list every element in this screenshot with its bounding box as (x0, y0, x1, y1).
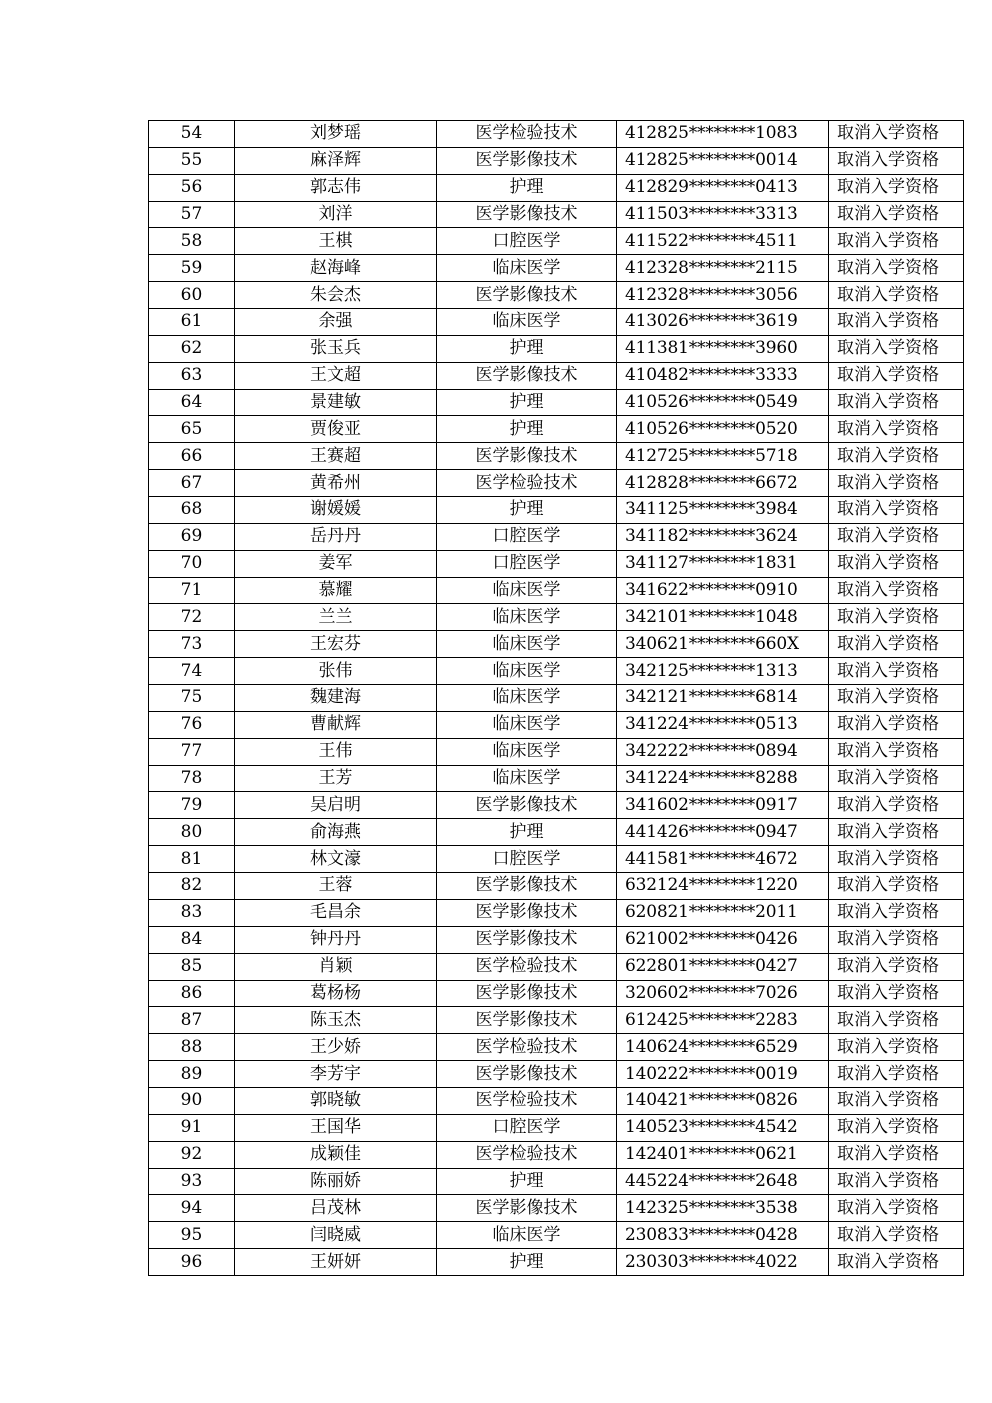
row-number-cell: 87 (149, 1007, 235, 1034)
status-cell: 取消入学资格 (829, 926, 964, 953)
row-number-cell: 60 (149, 282, 235, 309)
row-number-cell: 89 (149, 1061, 235, 1088)
status-cell: 取消入学资格 (829, 899, 964, 926)
id-number-cell: 445224********2648 (617, 1168, 829, 1195)
table-row (149, 846, 964, 873)
row-number-cell: 66 (149, 443, 235, 470)
student-name-cell: 闫晓威 (235, 1222, 437, 1249)
status-cell: 取消入学资格 (829, 1195, 964, 1222)
table-row (149, 362, 964, 389)
student-name-cell: 贾俊亚 (235, 416, 437, 443)
table-row (149, 309, 964, 336)
status-cell: 取消入学资格 (829, 550, 964, 577)
major-cell: 临床医学 (437, 658, 617, 685)
table-row (149, 147, 964, 174)
table-row (149, 711, 964, 738)
major-cell: 医学影像技术 (437, 362, 617, 389)
student-name-cell: 王芳 (235, 765, 437, 792)
table-row (149, 1007, 964, 1034)
table-row (149, 1168, 964, 1195)
row-number-cell: 77 (149, 738, 235, 765)
row-number-cell: 75 (149, 685, 235, 712)
student-name-cell: 麻泽辉 (235, 147, 437, 174)
major-cell: 医学影像技术 (437, 980, 617, 1007)
row-number-cell: 85 (149, 953, 235, 980)
major-cell: 护理 (437, 174, 617, 201)
status-cell: 取消入学资格 (829, 873, 964, 900)
table-row (149, 470, 964, 497)
status-cell: 取消入学资格 (829, 255, 964, 282)
status-cell: 取消入学资格 (829, 1061, 964, 1088)
student-name-cell: 朱会杰 (235, 282, 437, 309)
student-name-cell: 郭晓敏 (235, 1087, 437, 1114)
status-cell: 取消入学资格 (829, 765, 964, 792)
major-cell: 临床医学 (437, 738, 617, 765)
major-cell: 护理 (437, 416, 617, 443)
student-name-cell: 余强 (235, 309, 437, 336)
id-number-cell: 340621********660X (617, 631, 829, 658)
student-name-cell: 王棋 (235, 228, 437, 255)
major-cell: 口腔医学 (437, 1114, 617, 1141)
id-number-cell: 140421********0826 (617, 1087, 829, 1114)
student-name-cell: 陈玉杰 (235, 1007, 437, 1034)
id-number-cell: 441581********4672 (617, 846, 829, 873)
table-row (149, 819, 964, 846)
row-number-cell: 79 (149, 792, 235, 819)
status-cell: 取消入学资格 (829, 228, 964, 255)
major-cell: 医学检验技术 (437, 1087, 617, 1114)
table-row (149, 335, 964, 362)
table-row (149, 389, 964, 416)
table-row (149, 1249, 964, 1276)
major-cell: 临床医学 (437, 604, 617, 631)
id-number-cell: 342121********6814 (617, 685, 829, 712)
id-number-cell: 341224********0513 (617, 711, 829, 738)
row-number-cell: 95 (149, 1222, 235, 1249)
major-cell: 口腔医学 (437, 550, 617, 577)
student-name-cell: 黄希州 (235, 470, 437, 497)
student-name-cell: 肖颖 (235, 953, 437, 980)
row-number-cell: 63 (149, 362, 235, 389)
major-cell: 护理 (437, 335, 617, 362)
row-number-cell: 88 (149, 1034, 235, 1061)
status-cell: 取消入学资格 (829, 309, 964, 336)
row-number-cell: 82 (149, 873, 235, 900)
major-cell: 临床医学 (437, 631, 617, 658)
id-number-cell: 620821********2011 (617, 899, 829, 926)
id-number-cell: 342125********1313 (617, 658, 829, 685)
major-cell: 医学检验技术 (437, 121, 617, 148)
student-name-cell: 刘梦瑶 (235, 121, 437, 148)
student-name-cell: 林文濠 (235, 846, 437, 873)
status-cell: 取消入学资格 (829, 1141, 964, 1168)
status-cell: 取消入学资格 (829, 953, 964, 980)
status-cell: 取消入学资格 (829, 443, 964, 470)
row-number-cell: 67 (149, 470, 235, 497)
table-row (149, 1087, 964, 1114)
major-cell: 临床医学 (437, 309, 617, 336)
major-cell: 临床医学 (437, 711, 617, 738)
table-row (149, 577, 964, 604)
row-number-cell: 58 (149, 228, 235, 255)
table-row (149, 1061, 964, 1088)
id-number-cell: 412825********0014 (617, 147, 829, 174)
student-name-cell: 魏建海 (235, 685, 437, 712)
status-cell: 取消入学资格 (829, 685, 964, 712)
table-row (149, 631, 964, 658)
student-name-cell: 王国华 (235, 1114, 437, 1141)
table-row (149, 738, 964, 765)
student-name-cell: 毛昌余 (235, 899, 437, 926)
major-cell: 医学影像技术 (437, 201, 617, 228)
major-cell: 医学检验技术 (437, 1141, 617, 1168)
student-name-cell: 张伟 (235, 658, 437, 685)
major-cell: 医学影像技术 (437, 926, 617, 953)
row-number-cell: 71 (149, 577, 235, 604)
status-cell: 取消入学资格 (829, 577, 964, 604)
row-number-cell: 64 (149, 389, 235, 416)
major-cell: 医学影像技术 (437, 443, 617, 470)
table-row (149, 523, 964, 550)
id-number-cell: 441426********0947 (617, 819, 829, 846)
status-cell: 取消入学资格 (829, 416, 964, 443)
id-number-cell: 230833********0428 (617, 1222, 829, 1249)
id-number-cell: 411503********3313 (617, 201, 829, 228)
id-number-cell: 632124********1220 (617, 873, 829, 900)
student-name-cell: 郭志伟 (235, 174, 437, 201)
row-number-cell: 55 (149, 147, 235, 174)
row-number-cell: 83 (149, 899, 235, 926)
row-number-cell: 56 (149, 174, 235, 201)
major-cell: 医学检验技术 (437, 470, 617, 497)
id-number-cell: 341125********3984 (617, 497, 829, 524)
student-name-cell: 王伟 (235, 738, 437, 765)
row-number-cell: 54 (149, 121, 235, 148)
student-name-cell: 王妍妍 (235, 1249, 437, 1276)
student-name-cell: 谢媛媛 (235, 497, 437, 524)
table-row (149, 1195, 964, 1222)
id-number-cell: 411381********3960 (617, 335, 829, 362)
major-cell: 医学影像技术 (437, 282, 617, 309)
major-cell: 医学影像技术 (437, 1007, 617, 1034)
row-number-cell: 57 (149, 201, 235, 228)
student-name-cell: 王蓉 (235, 873, 437, 900)
table-row (149, 497, 964, 524)
status-cell: 取消入学资格 (829, 1007, 964, 1034)
id-number-cell: 410526********0549 (617, 389, 829, 416)
status-cell: 取消入学资格 (829, 174, 964, 201)
id-number-cell: 412328********2115 (617, 255, 829, 282)
major-cell: 医学影像技术 (437, 899, 617, 926)
student-name-cell: 姜军 (235, 550, 437, 577)
status-cell: 取消入学资格 (829, 523, 964, 550)
id-number-cell: 342101********1048 (617, 604, 829, 631)
row-number-cell: 61 (149, 309, 235, 336)
id-number-cell: 412828********6672 (617, 470, 829, 497)
status-cell: 取消入学资格 (829, 1034, 964, 1061)
row-number-cell: 90 (149, 1087, 235, 1114)
major-cell: 护理 (437, 819, 617, 846)
table-row (149, 228, 964, 255)
id-number-cell: 622801********0427 (617, 953, 829, 980)
status-cell: 取消入学资格 (829, 631, 964, 658)
row-number-cell: 92 (149, 1141, 235, 1168)
major-cell: 医学检验技术 (437, 1034, 617, 1061)
row-number-cell: 93 (149, 1168, 235, 1195)
student-name-cell: 葛杨杨 (235, 980, 437, 1007)
student-name-cell: 王文超 (235, 362, 437, 389)
status-cell: 取消入学资格 (829, 335, 964, 362)
major-cell: 医学检验技术 (437, 953, 617, 980)
row-number-cell: 78 (149, 765, 235, 792)
id-number-cell: 621002********0426 (617, 926, 829, 953)
status-cell: 取消入学资格 (829, 121, 964, 148)
table-body (149, 121, 964, 1276)
major-cell: 口腔医学 (437, 846, 617, 873)
id-number-cell: 140222********0019 (617, 1061, 829, 1088)
status-cell: 取消入学资格 (829, 738, 964, 765)
id-number-cell: 140624********6529 (617, 1034, 829, 1061)
id-number-cell: 142401********0621 (617, 1141, 829, 1168)
major-cell: 口腔医学 (437, 228, 617, 255)
id-number-cell: 411522********4511 (617, 228, 829, 255)
row-number-cell: 96 (149, 1249, 235, 1276)
student-name-cell: 吴启明 (235, 792, 437, 819)
table-row (149, 201, 964, 228)
row-number-cell: 74 (149, 658, 235, 685)
id-number-cell: 140523********4542 (617, 1114, 829, 1141)
status-cell: 取消入学资格 (829, 604, 964, 631)
student-name-cell: 王赛超 (235, 443, 437, 470)
id-number-cell: 320602********7026 (617, 980, 829, 1007)
table-row (149, 121, 964, 148)
id-number-cell: 413026********3619 (617, 309, 829, 336)
status-cell: 取消入学资格 (829, 282, 964, 309)
student-name-cell: 李芳宇 (235, 1061, 437, 1088)
student-name-cell: 慕耀 (235, 577, 437, 604)
table-row (149, 873, 964, 900)
table-row (149, 953, 964, 980)
student-name-cell: 曹献辉 (235, 711, 437, 738)
id-number-cell: 412829********0413 (617, 174, 829, 201)
status-cell: 取消入学资格 (829, 1249, 964, 1276)
status-cell: 取消入学资格 (829, 389, 964, 416)
row-number-cell: 68 (149, 497, 235, 524)
status-cell: 取消入学资格 (829, 711, 964, 738)
row-number-cell: 69 (149, 523, 235, 550)
student-name-cell: 张玉兵 (235, 335, 437, 362)
status-cell: 取消入学资格 (829, 846, 964, 873)
status-cell: 取消入学资格 (829, 1168, 964, 1195)
row-number-cell: 80 (149, 819, 235, 846)
major-cell: 临床医学 (437, 255, 617, 282)
student-status-table (148, 120, 964, 1276)
row-number-cell: 94 (149, 1195, 235, 1222)
table-row (149, 282, 964, 309)
table-row (149, 604, 964, 631)
id-number-cell: 412725********5718 (617, 443, 829, 470)
row-number-cell: 84 (149, 926, 235, 953)
table-row (149, 926, 964, 953)
major-cell: 口腔医学 (437, 523, 617, 550)
table-row (149, 765, 964, 792)
row-number-cell: 70 (149, 550, 235, 577)
status-cell: 取消入学资格 (829, 147, 964, 174)
status-cell: 取消入学资格 (829, 362, 964, 389)
table-row (149, 255, 964, 282)
table-row (149, 1114, 964, 1141)
id-number-cell: 341622********0910 (617, 577, 829, 604)
student-name-cell: 岳丹丹 (235, 523, 437, 550)
table-row (149, 1034, 964, 1061)
table-row (149, 443, 964, 470)
status-cell: 取消入学资格 (829, 1114, 964, 1141)
status-cell: 取消入学资格 (829, 792, 964, 819)
row-number-cell: 91 (149, 1114, 235, 1141)
table-row (149, 416, 964, 443)
status-cell: 取消入学资格 (829, 1222, 964, 1249)
id-number-cell: 341182********3624 (617, 523, 829, 550)
major-cell: 医学影像技术 (437, 873, 617, 900)
major-cell: 临床医学 (437, 685, 617, 712)
student-name-cell: 刘洋 (235, 201, 437, 228)
id-number-cell: 412328********3056 (617, 282, 829, 309)
table-row (149, 550, 964, 577)
major-cell: 医学影像技术 (437, 147, 617, 174)
table-row (149, 980, 964, 1007)
id-number-cell: 410526********0520 (617, 416, 829, 443)
id-number-cell: 410482********3333 (617, 362, 829, 389)
student-name-cell: 赵海峰 (235, 255, 437, 282)
major-cell: 临床医学 (437, 765, 617, 792)
student-name-cell: 俞海燕 (235, 819, 437, 846)
student-name-cell: 景建敏 (235, 389, 437, 416)
status-cell: 取消入学资格 (829, 201, 964, 228)
major-cell: 护理 (437, 389, 617, 416)
status-cell: 取消入学资格 (829, 980, 964, 1007)
status-cell: 取消入学资格 (829, 658, 964, 685)
table-row (149, 658, 964, 685)
major-cell: 医学影像技术 (437, 1195, 617, 1222)
id-number-cell: 341602********0917 (617, 792, 829, 819)
status-cell: 取消入学资格 (829, 1087, 964, 1114)
row-number-cell: 73 (149, 631, 235, 658)
student-name-cell: 王宏芬 (235, 631, 437, 658)
status-cell: 取消入学资格 (829, 497, 964, 524)
status-cell: 取消入学资格 (829, 470, 964, 497)
id-number-cell: 342222********0894 (617, 738, 829, 765)
row-number-cell: 72 (149, 604, 235, 631)
major-cell: 医学影像技术 (437, 792, 617, 819)
table-row (149, 792, 964, 819)
major-cell: 护理 (437, 1168, 617, 1195)
id-number-cell: 412825********1083 (617, 121, 829, 148)
major-cell: 护理 (437, 497, 617, 524)
major-cell: 临床医学 (437, 1222, 617, 1249)
table-row (149, 174, 964, 201)
id-number-cell: 341127********1831 (617, 550, 829, 577)
row-number-cell: 76 (149, 711, 235, 738)
row-number-cell: 81 (149, 846, 235, 873)
id-number-cell: 142325********3538 (617, 1195, 829, 1222)
table-row (149, 899, 964, 926)
table-row (149, 685, 964, 712)
student-name-cell: 陈丽娇 (235, 1168, 437, 1195)
student-name-cell: 兰兰 (235, 604, 437, 631)
major-cell: 医学影像技术 (437, 1061, 617, 1088)
table-row (149, 1141, 964, 1168)
major-cell: 护理 (437, 1249, 617, 1276)
id-number-cell: 612425********2283 (617, 1007, 829, 1034)
id-number-cell: 341224********8288 (617, 765, 829, 792)
table-row (149, 1222, 964, 1249)
status-cell: 取消入学资格 (829, 819, 964, 846)
row-number-cell: 86 (149, 980, 235, 1007)
row-number-cell: 62 (149, 335, 235, 362)
student-name-cell: 王少娇 (235, 1034, 437, 1061)
student-name-cell: 成颖佳 (235, 1141, 437, 1168)
row-number-cell: 65 (149, 416, 235, 443)
student-name-cell: 吕茂林 (235, 1195, 437, 1222)
major-cell: 临床医学 (437, 577, 617, 604)
id-number-cell: 230303********4022 (617, 1249, 829, 1276)
row-number-cell: 59 (149, 255, 235, 282)
student-name-cell: 钟丹丹 (235, 926, 437, 953)
